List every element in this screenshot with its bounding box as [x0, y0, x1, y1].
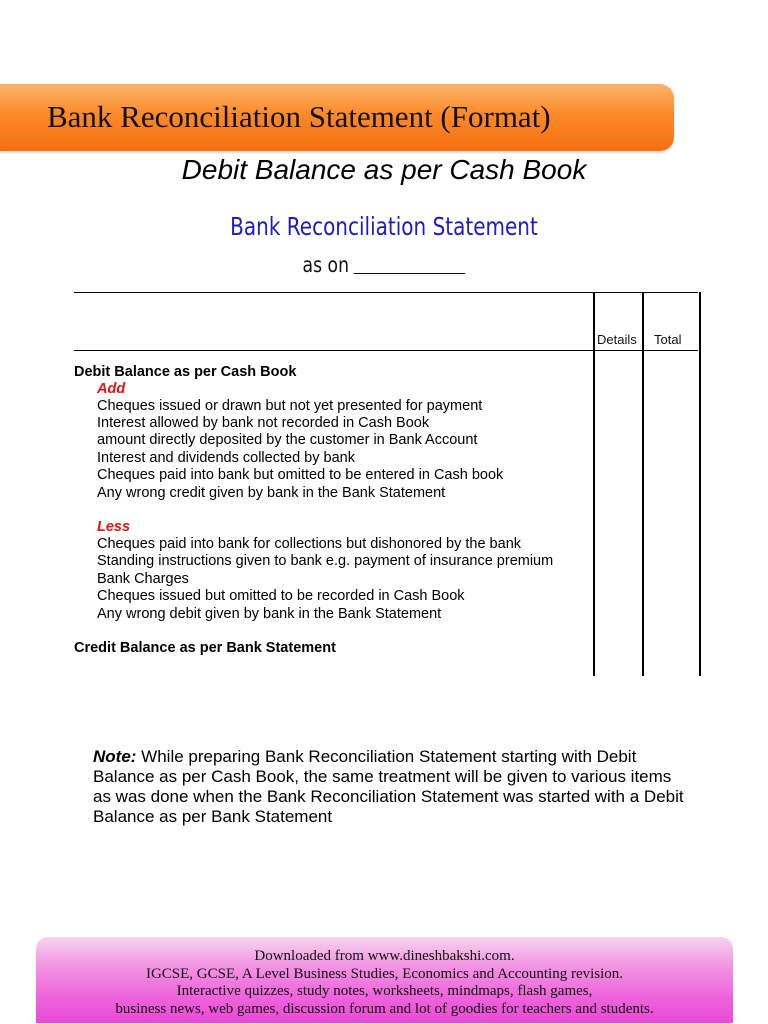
footer-line-resources: Interactive quizzes, study notes, worksheets, mindmaps, flash games, — [176, 983, 593, 999]
less-item: Cheques issued but omitted to be recorded in Cash Book — [97, 588, 465, 604]
opening-balance-line: Debit Balance as per Cash Book — [74, 364, 297, 380]
banner-title: Bank Reconciliation Statement (Format) — [47, 99, 551, 134]
add-item: Interest and dividends collected by bank — [97, 450, 355, 466]
footer-line-subjects: IGCSE, GCSE, A Level Business Studies, Economics and Accounting revision. — [145, 965, 624, 982]
as-on-label: as on — [302, 253, 350, 277]
note-text: While preparing Bank Reconciliation Statement starting with Debit Balance as per Cash Book, the same treatment will be given to various items as was done when the Bank Reconciliation Statement was started with a Debit Balance as per Bank Statement — [93, 747, 684, 826]
column-header-total: Total — [654, 332, 682, 347]
statement-title: Bank Reconciliation Statement — [230, 212, 538, 241]
footer-line-extras: business news, web games, discussion forum and lot of goodies for teachers and students. — [115, 1000, 654, 1017]
column-header-details: Details — [597, 332, 637, 347]
less-label: Less — [97, 519, 131, 535]
less-item: Cheques paid into bank for collections but dishonored by the bank — [97, 536, 522, 552]
page-subtitle: Debit Balance as per Cash Book — [181, 154, 587, 185]
details-left-rule — [593, 292, 595, 676]
date-blank — [354, 255, 466, 274]
add-item: Any wrong credit given by bank in the Bank Statement — [97, 485, 446, 501]
add-label: Add — [97, 381, 126, 397]
add-item: amount directly deposited by the customer in Bank Account — [97, 432, 478, 448]
add-item: Interest allowed by bank not recorded in Cash Book — [97, 415, 430, 431]
closing-balance-line: Credit Balance as per Bank Statement — [74, 640, 336, 656]
details-right-rule — [642, 292, 644, 676]
note-paragraph — [93, 747, 693, 827]
less-item: Bank Charges — [97, 571, 189, 587]
less-item: Standing instructions given to bank e.g. payment of insurance premium — [97, 553, 554, 569]
note-label: Note: — [93, 747, 137, 766]
table-header-rule — [74, 350, 698, 351]
as-on-line — [69, 253, 699, 277]
add-item: Cheques issued or drawn but not yet presented for payment — [97, 398, 483, 414]
footer-line-source: Downloaded from www.dineshbakshi.com. — [254, 948, 515, 964]
less-item: Any wrong debit given by bank in the Bank Statement — [97, 606, 442, 622]
table-top-rule — [74, 292, 698, 293]
total-right-rule — [699, 292, 701, 676]
footer-text — [36, 948, 733, 1018]
add-item: Cheques paid into bank but omitted to be entered in Cash book — [97, 467, 504, 483]
